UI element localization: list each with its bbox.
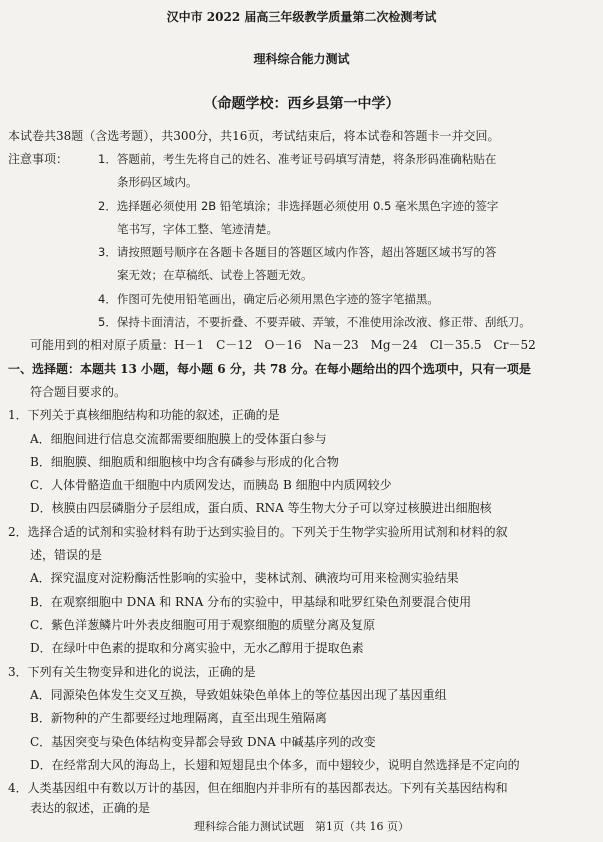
note-1a: 1．答题前，考生先将自己的姓名、准考证号码填写清楚，将条形码准确粘贴在 [98,152,497,166]
note-4: 4．作图可先使用铅笔画出，确定后必须用黑色字迹的签字笔描黑。 [98,292,439,306]
atomic-masses: 可能用到的相对原子质量：H－1 C－12 O－16 Na－23 Mg－24 Cl－35.5 Cr－52 [30,338,536,352]
note-2b: 笔书写，字体工整、笔迹清楚。 [117,222,278,236]
q2-option-c: C．紫色洋葱鳞片叶外表皮细胞可用于观察细胞的质壁分离及复原 [30,618,376,632]
q1-stem: 1．下列关于真核细胞结构和功能的叙述，正确的是 [8,408,280,422]
q2-option-d: D．在绿叶中色素的提取和分离实验中，无水乙醇用于提取色素 [30,641,364,655]
q3-option-a: A．同源染色体发生交叉互换，导致姐妹染色单体上的等位基因出现了基因重组 [30,688,447,702]
q1-option-c: C．人体骨骼造血干细胞中内质网发达，而胰岛 B 细胞中内质网较少 [30,478,392,492]
note-2a: 2．选择题必须使用 2B 铅笔填涂；非选择题必须使用 0.5 毫米黑色字迹的签字 [98,199,499,213]
section-heading: 一、选择题：本题共 13 小题，每小题 6 分，共 78 分。在每小题给出的四个选项中，只有一项是 [8,362,531,376]
note-1b: 条形码区域内。 [117,175,198,189]
q1-option-b: B．细胞膜、细胞质和细胞核中均含有磷参与形成的化合物 [30,455,339,469]
q3-stem: 3．下列有关生物变异和进化的说法，正确的是 [8,665,256,679]
exam-subtitle: 理科综合能力测试 [253,52,350,66]
note-5: 5．保持卡面清洁，不要折叠、不要弄破、弄皱，不准使用涂改液、修正带、刮纸刀。 [98,315,531,329]
q3-option-c: C．基因突变与染色体结构变异都会导致 DNA 中碱基序列的改变 [30,735,376,749]
section-heading-cont: 符合题目要求的。 [30,385,127,399]
school-note: （命题学校：西乡县第一中学） [203,96,400,112]
q1-option-d: D．核膜由四层磷脂分子层组成，蛋白质、RNA 等生物大分子可以穿过核膜进出细胞核 [30,501,492,515]
notes-label: 注意事项： [8,152,69,166]
note-3b: 案无效；在草稿纸、试卷上答题无效。 [117,268,313,282]
q4-stem-cont: 表达的叙述，正确的是 [30,801,151,815]
q4-stem: 4．人类基因组中有数以万计的基因，但在细胞内并非所有的基因都表达。下列有关基因结构和 [8,781,508,795]
q2-stem-cont: 述，错误的是 [30,548,103,562]
q2-option-a: A．探究温度对淀粉酶活性影响的实验中，斐林试剂、碘液均可用来检测实验结果 [30,571,459,585]
note-3a: 3．请按照题号顺序在各题卡各题目的答题区域内作答，超出答题区域书写的答 [98,245,497,259]
q2-option-b: B．在观察细胞中 DNA 和 RNA 分布的实验中，甲基绿和吡罗红染色剂要混合使用 [30,595,472,609]
q2-stem: 2．选择合适的试剂和实验材料有助于达到实验目的。下列关于生物学实验所用试剂和材料的叙 [8,525,508,539]
exam-title: 汉中市 2022 届高三年级教学质量第二次检测考试 [166,10,437,24]
page-footer: 理科综合能力测试试题 第1页（共 16 页） [194,820,409,833]
intro-text: 本试卷共38题（含选考题），共300分，共16页，考试结束后，将本试卷和答题卡一并交回。 [8,129,500,143]
q3-option-b: B．新物种的产生都要经过地理隔离，直至出现生殖隔离 [30,711,327,725]
q3-option-d: D．在经常刮大风的海岛上，长翅和短翅昆虫个体多，而中翅较少，说明自然选择是不定向的 [30,758,520,772]
q1-option-a: A．细胞间进行信息交流都需要细胞膜上的受体蛋白参与 [30,432,327,446]
